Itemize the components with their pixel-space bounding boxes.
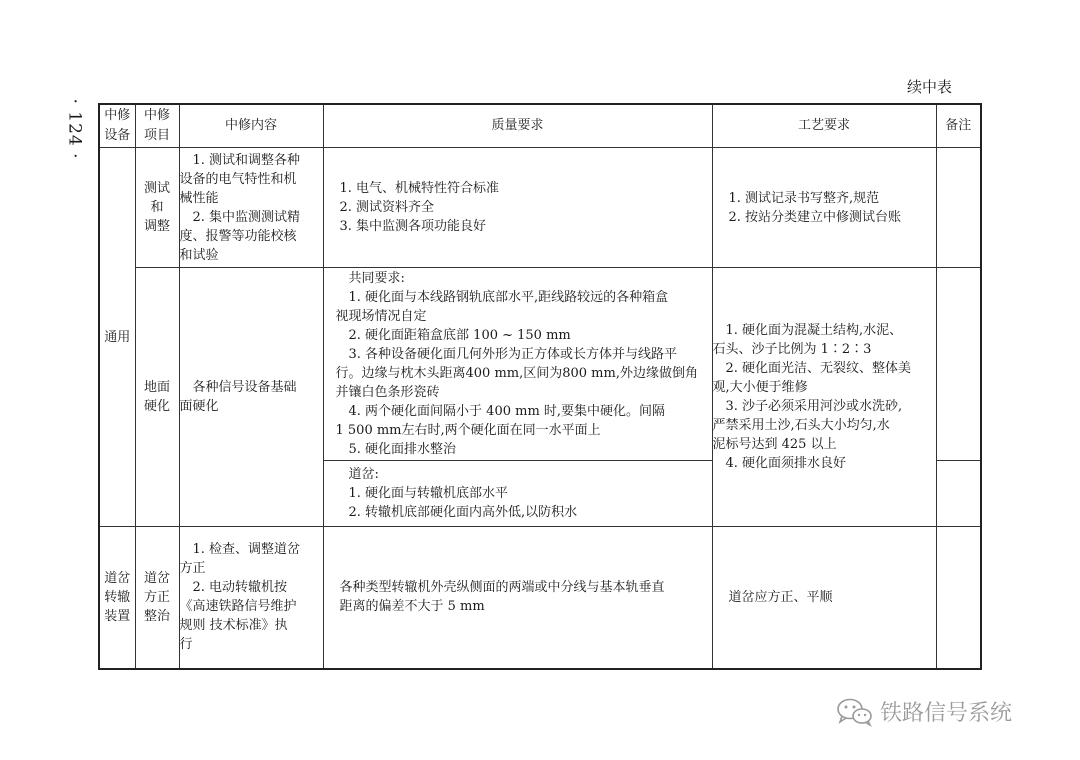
table-row <box>99 527 981 669</box>
header-remark: 备注 <box>936 104 981 148</box>
header-device: 中修 设备 <box>99 104 135 148</box>
watermark-text: 铁路信号系统 <box>880 701 1013 726</box>
item-cell-test: 测试 和 调整 <box>135 148 179 268</box>
page-number: · 124 · <box>65 98 86 160</box>
quality-cell-test: 1. 电气、机械特性符合标准 2. 测试资料齐全 3. 集中监测各项功能良好 <box>323 148 712 268</box>
header-content: 中修内容 <box>179 104 323 148</box>
quality-cell-ground-turnout: 道岔: 1. 硬化面与转辙机底部水平 2. 转辙机底部硬化面内高外低,以防积水 <box>323 461 712 527</box>
quality-cell-ground-common: 共同要求: 1. 硬化面与本线路钢轨底部水平,距线路较远的各种箱盒 视现场情况自定 2. 硬化面距箱盒底部 100 ~ 150 mm 3. 各种设备硬化面几何外形为正方体或长方体并与线路平 行。边缘与枕木头距离400 mm,区间为800 mm,外边缘做倒角 并镶白色条形瓷砖 4. 两个硬化面间隔小于 400 mm 时,要集中硬化。间隔 1 500 mm左右时,两个硬化面在同一水平面上 5. 硬化面排水整治 <box>323 268 712 461</box>
header-item: 中修 项目 <box>135 104 179 148</box>
quality-cell-turnout: 各种类型转辙机外壳纵侧面的两端或中分线与基本轨垂直 距离的偏差不大于 5 mm <box>323 527 712 669</box>
remark-cell <box>936 268 981 461</box>
header-quality: 质量要求 <box>323 104 712 148</box>
table-header-row <box>99 104 981 148</box>
process-cell-test: 1. 测试记录书写整齐,规范 2. 按站分类建立中修测试台账 <box>712 148 936 268</box>
content-cell-turnout: 1. 检查、调整道岔 方正 2. 电动转辙机按 《高速铁路信号维护 规则 技术标准》执 行 <box>179 527 323 669</box>
wechat-icon <box>836 697 874 727</box>
watermark <box>836 696 1012 727</box>
remark-cell <box>936 527 981 669</box>
header-process: 工艺要求 <box>712 104 936 148</box>
table-row <box>99 148 981 268</box>
device-cell-general: 通用 <box>99 148 135 527</box>
maintenance-table <box>98 103 982 670</box>
process-cell-ground: 1. 硬化面为混凝土结构,水泥、 石头、沙子比例为 1∶2∶3 2. 硬化面光洁、无裂纹、整体美 观,大小便于维修 3. 沙子必须采用河沙或水洗砂, 严禁采用土沙,石头大小均匀,水 泥标号达到 425 以上 4. 硬化面须排水良好 <box>712 268 936 527</box>
item-cell-turnout: 道岔 方正 整治 <box>135 527 179 669</box>
content-cell-ground: 各种信号设备基础 面硬化 <box>179 268 323 527</box>
remark-cell <box>936 148 981 268</box>
continuation-label: 续中表 <box>906 78 952 96</box>
process-cell-turnout: 道岔应方正、平顺 <box>712 527 936 669</box>
maintenance-table-container <box>98 103 982 670</box>
item-cell-ground: 地面 硬化 <box>135 268 179 527</box>
device-cell-turnout: 道岔 转辙 装置 <box>99 527 135 669</box>
table-row <box>99 268 981 461</box>
content-cell-test: 1. 测试和调整各种 设备的电气特性和机 械性能 2. 集中监测测试精 度、报警等功能校核 和试验 <box>179 148 323 268</box>
remark-cell <box>936 461 981 527</box>
